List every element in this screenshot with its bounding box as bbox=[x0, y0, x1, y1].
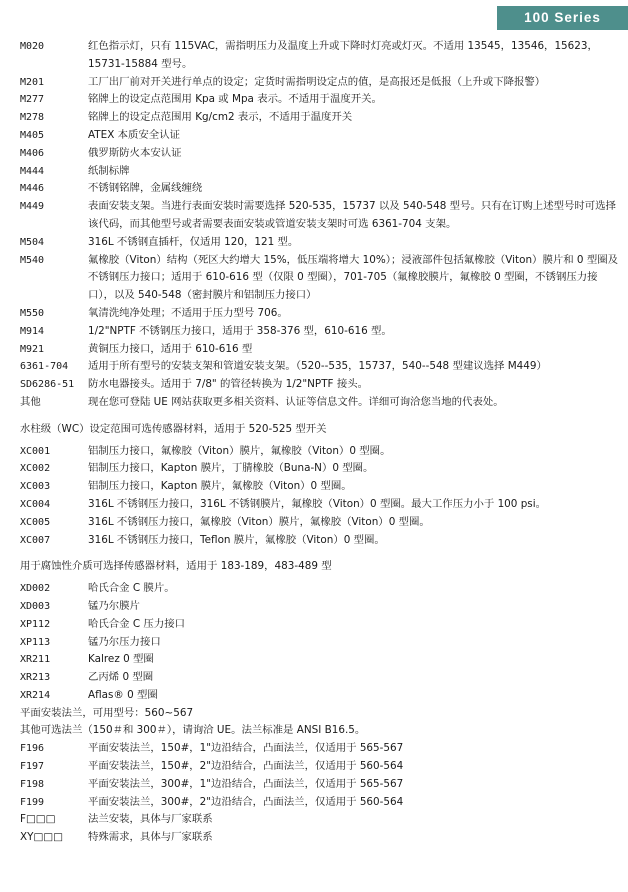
material-code: XP112 bbox=[20, 618, 51, 630]
sensor-row bbox=[20, 460, 618, 478]
flange-desc: 平面安装法兰，150#，2"边沿结合，凸面法兰，仅适用于 560-564 bbox=[88, 760, 404, 773]
flange-desc: 特殊需求，具体与厂家联系 bbox=[88, 831, 213, 844]
material-row bbox=[20, 669, 618, 687]
flange-desc: 平面安装法兰，150#，1"边沿结合，凸面法兰，仅适用于 565-567 bbox=[88, 742, 404, 755]
material-code: XR213 bbox=[20, 672, 51, 684]
option-desc: ATEX 本质安全认证 bbox=[88, 128, 180, 141]
sensor-desc: 316L 不锈钢压力接口，Teflon 膜片，氟橡胶（Viton）0 型圈。 bbox=[88, 533, 385, 546]
option-row bbox=[20, 341, 618, 359]
flange-code: F□□□ bbox=[20, 813, 56, 826]
option-row bbox=[20, 180, 618, 198]
flange-row bbox=[20, 776, 618, 794]
option-row bbox=[20, 323, 618, 341]
sensor-desc: 316L 不锈钢压力接口，氟橡胶（Viton）膜片，氟橡胶（Viton）0 型圈。 bbox=[88, 515, 430, 528]
option-row bbox=[20, 109, 618, 127]
option-code: M921 bbox=[20, 343, 45, 355]
option-desc: 工厂出厂前对开关进行单点的设定；定货时需指明设定点的值，是高报还是低报（上升或下降报警） bbox=[88, 75, 546, 88]
option-row bbox=[20, 38, 618, 74]
flange-desc: 平面安装法兰，300#，1"边沿结合，凸面法兰，仅适用于 565-567 bbox=[88, 777, 404, 790]
option-code: M449 bbox=[20, 201, 45, 213]
option-row bbox=[20, 198, 618, 234]
flange-desc: 平面安装法兰，300#，2"边沿结合，凸面法兰，仅适用于 560-564 bbox=[88, 795, 404, 808]
material-code: XD002 bbox=[20, 583, 51, 595]
sensor-code: XC004 bbox=[20, 498, 51, 510]
option-row bbox=[20, 252, 618, 305]
option-row bbox=[20, 305, 618, 323]
option-row bbox=[20, 74, 618, 92]
option-row bbox=[20, 91, 618, 109]
option-row bbox=[20, 394, 618, 412]
option-row bbox=[20, 358, 618, 376]
sensor-code: XC002 bbox=[20, 463, 51, 475]
material-desc: Kalrez 0 型圈 bbox=[88, 653, 154, 666]
flange-row bbox=[20, 829, 618, 847]
option-code: M201 bbox=[20, 76, 45, 88]
material-code: XD003 bbox=[20, 600, 51, 612]
material-row bbox=[20, 616, 618, 634]
option-desc: 316L 不锈钢直插杆，仅适用 120，121 型。 bbox=[88, 235, 299, 248]
sensor-row bbox=[20, 443, 618, 461]
option-desc: 铭牌上的设定点范围用 Kg/cm2 表示，不适用于温度开关 bbox=[88, 111, 353, 124]
flange-row bbox=[20, 758, 618, 776]
sensor-code: XC001 bbox=[20, 445, 51, 457]
option-desc: 防水电器接头。适用于 7/8" 的管径转换为 1/2"NPTF 接头。 bbox=[88, 378, 368, 391]
option-desc: 适用于所有型号的安装支架和管道安装支架。（520--535，15737，540--548 型建议选择 M449） bbox=[88, 360, 547, 373]
option-row bbox=[20, 145, 618, 163]
option-code: 6361-704 bbox=[20, 361, 69, 373]
corrosive-section-title: 用于腐蚀性介质可选择传感器材料，适用于 183-189，483-489 型 bbox=[20, 560, 332, 573]
material-code: XP113 bbox=[20, 636, 51, 648]
option-desc: 铭牌上的设定点范围用 Kpa 或 Mpa 表示。不适用于温度开关。 bbox=[88, 93, 382, 106]
material-desc: Aflas® 0 型圈 bbox=[88, 688, 158, 701]
option-desc: 氧清洗纯净处理；不适用于压力型号 706。 bbox=[88, 306, 288, 319]
sensor-code: XC007 bbox=[20, 534, 51, 546]
option-code: M020 bbox=[20, 41, 45, 52]
option-desc: 现在您可登陆 UE 网站获取更多相关资料、认证等信息文件。详细可询洽您当地的代表处。 bbox=[88, 395, 504, 408]
option-desc: 氟橡胶（Viton）结构（死区大约增大 15%，低压端将增大 10%）；浸液部件包括氟橡胶（Viton）膜片和 0 型圈及不锈钢压力接口；适用于 610-616 型（仅限 0 型圈），701-705（氟橡胶膜片，氟橡胶 0 型圈，不锈钢压力接口），以及 540-548（密封膜片和铝制压力接口） bbox=[88, 253, 618, 302]
sensor-desc: 铝制压力接口，Kapton 膜片，丁腈橡胶（Buna-N）0 型圈。 bbox=[88, 462, 374, 475]
sensor-desc: 316L 不锈钢压力接口，316L 不锈钢膜片，氟橡胶（Viton）0 型圈。最大工作压力小于 100 psi。 bbox=[88, 497, 546, 510]
flange-intro: 平面安装法兰，可用型号：560~567 bbox=[20, 706, 194, 719]
material-row bbox=[20, 687, 618, 705]
sensor-desc: 铝制压力接口，氟橡胶（Viton）膜片，氟橡胶（Viton）0 型圈。 bbox=[88, 444, 391, 457]
material-desc: 乙丙烯 0 型圈 bbox=[88, 671, 154, 684]
material-desc: 锰乃尔膜片 bbox=[88, 599, 140, 612]
option-code: M405 bbox=[20, 129, 45, 141]
material-row bbox=[20, 651, 618, 669]
option-code: M444 bbox=[20, 165, 45, 177]
option-code: 其他 bbox=[20, 395, 41, 408]
option-code: M540 bbox=[20, 254, 45, 266]
flange-note: 其他可选法兰（150＃和 300＃），请询洽 UE。法兰标准是 ANSI B16.5。 bbox=[20, 724, 366, 737]
option-row bbox=[20, 163, 618, 181]
option-code: M504 bbox=[20, 236, 45, 248]
corrosive-section-list bbox=[20, 580, 618, 705]
option-code: M406 bbox=[20, 147, 45, 159]
flange-row bbox=[20, 811, 618, 829]
material-code: XR214 bbox=[20, 689, 51, 701]
flange-section bbox=[20, 705, 618, 847]
sensor-row bbox=[20, 514, 618, 532]
option-code: M550 bbox=[20, 307, 45, 319]
material-desc: 哈氏合金 C 压力接口 bbox=[88, 617, 185, 630]
sensor-code: XC003 bbox=[20, 481, 51, 493]
sensor-desc: 铝制压力接口，Kapton 膜片，氟橡胶（Viton）0 型圈。 bbox=[88, 480, 352, 493]
sensor-row bbox=[20, 532, 618, 550]
material-desc: 锰乃尔压力接口 bbox=[88, 635, 161, 648]
option-desc: 黄铜压力接口，适用于 610-616 型 bbox=[88, 342, 253, 355]
option-code: M914 bbox=[20, 325, 45, 337]
option-desc: 1/2"NPTF 不锈钢压力接口，适用于 358-376 型，610-616 型。 bbox=[88, 324, 392, 337]
option-desc: 红色指示灯，只有 115VAC，需指明压力及温度上升或下降时灯亮或灯灭。不适用 13545，13546，15623，15731-15884 型号。 bbox=[88, 40, 598, 70]
flange-code: F198 bbox=[20, 778, 45, 790]
options-list bbox=[20, 38, 618, 412]
option-desc: 纸制标牌 bbox=[88, 164, 130, 177]
option-row bbox=[20, 234, 618, 252]
flange-code: F197 bbox=[20, 761, 45, 773]
option-row bbox=[20, 376, 618, 394]
option-desc: 不锈钢铭牌，金属线缠绕 bbox=[88, 182, 203, 195]
flange-code: F196 bbox=[20, 743, 45, 755]
flange-row bbox=[20, 740, 618, 758]
material-code: XR211 bbox=[20, 654, 51, 666]
sensor-row bbox=[20, 478, 618, 496]
option-code: SD6286-51 bbox=[20, 379, 75, 391]
option-desc: 俄罗斯防火本安认证 bbox=[88, 146, 182, 159]
sensor-row bbox=[20, 496, 618, 514]
water-section-title: 水柱级（WC）设定范围可选传感器材料，适用于 520-525 型开关 bbox=[20, 422, 327, 435]
flange-code: F199 bbox=[20, 796, 45, 808]
material-desc: 哈氏合金 C 膜片。 bbox=[88, 582, 175, 595]
material-row bbox=[20, 634, 618, 652]
option-desc: 表面安装支架。当进行表面安装时需要选择 520-535，15737 以及 540-548 型号。只有在订购上述型号时可选择该代码，而其他型号或者需要表面安装或管道安装支架时可选 6361-704 支架。 bbox=[88, 200, 616, 230]
option-code: M446 bbox=[20, 183, 45, 195]
material-row bbox=[20, 598, 618, 616]
options-document bbox=[20, 38, 618, 847]
flange-code: XY□□□ bbox=[20, 831, 63, 844]
water-section-list bbox=[20, 443, 618, 550]
flange-desc: 法兰安装，具体与厂家联系 bbox=[88, 813, 213, 826]
material-row bbox=[20, 580, 618, 598]
option-row bbox=[20, 127, 618, 145]
series-tab: 100 Series bbox=[497, 6, 628, 30]
flange-row bbox=[20, 794, 618, 812]
option-code: M278 bbox=[20, 112, 45, 124]
sensor-code: XC005 bbox=[20, 516, 51, 528]
option-code: M277 bbox=[20, 94, 45, 106]
